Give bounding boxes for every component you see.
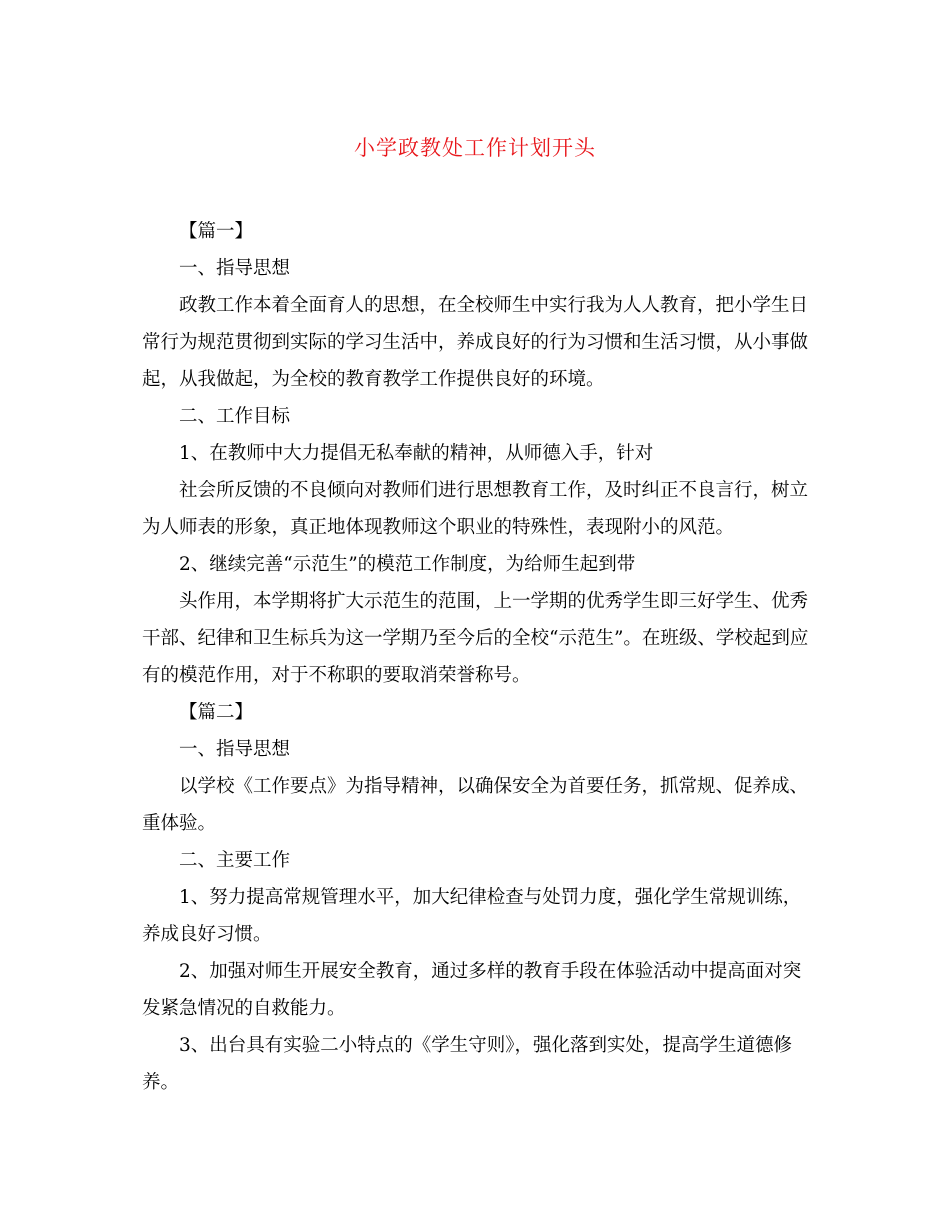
paragraph-line: 为人师表的形象，真正地体现教师这个职业的特殊性，表现附小的风范。 — [142, 517, 735, 538]
paragraph-line: 一、指导思想 — [179, 258, 291, 279]
paragraph-line: 【篇二】 — [179, 702, 254, 723]
document-body — [142, 213, 814, 1101]
paragraph — [142, 546, 814, 583]
paragraph — [142, 953, 814, 1027]
paragraph-line: 2、加强对师生开展安全教育，通过多样的教育手段在体验活动中提高面对突 — [179, 961, 802, 982]
paragraph-line: 一、指导思想 — [179, 739, 291, 760]
paragraph — [142, 435, 814, 472]
paragraph — [142, 250, 814, 287]
paragraph — [142, 694, 814, 731]
paragraph-line: 二、工作目标 — [179, 406, 291, 427]
paragraph-line: 【篇一】 — [179, 221, 254, 242]
paragraph — [142, 398, 814, 435]
paragraph-line: 干部、纪律和卫生标兵为这一学期乃至今后的全校“示范生”。在班级、学校起到应 — [142, 628, 809, 649]
paragraph-line: 养。 — [142, 1072, 180, 1093]
paragraph — [142, 287, 814, 398]
paragraph-line: 重体验。 — [142, 813, 217, 834]
document-title: 小学政教处工作计划开头 — [354, 136, 596, 160]
paragraph — [142, 583, 814, 694]
paragraph-line: 以学校《工作要点》为指导精神，以确保安全为首要任务，抓常规、促养成、 — [179, 776, 809, 797]
paragraph-line: 二、主要工作 — [179, 850, 291, 871]
paragraph-line: 2、继续完善“示范生”的模范工作制度，为给师生起到带 — [179, 554, 636, 575]
paragraph — [142, 768, 814, 842]
paragraph-line: 3、出台具有实验二小特点的《学生守则》，强化落到实处，提高学生道德修 — [179, 1035, 793, 1056]
paragraph-line: 政教工作本着全面育人的思想，在全校师生中实行我为人人教育，把小学生日 — [179, 295, 809, 316]
paragraph-line: 有的模范作用，对于不称职的要取消荣誉称号。 — [142, 665, 531, 686]
paragraph-line: 起，从我做起，为全校的教育教学工作提供良好的环境。 — [142, 369, 605, 390]
paragraph-line: 1、努力提高常规管理水平，加大纪律检查与处罚力度，强化学生常规训练， — [179, 887, 802, 908]
paragraph — [142, 731, 814, 768]
paragraph-line: 头作用，本学期将扩大示范生的范围，上一学期的优秀学生即三好学生、优秀 — [179, 591, 809, 612]
paragraph — [142, 213, 814, 250]
paragraph — [142, 472, 814, 546]
paragraph — [142, 842, 814, 879]
paragraph-line: 1、在教师中大力提倡无私奉献的精神，从师德入手，针对 — [179, 443, 654, 464]
paragraph-line: 社会所反馈的不良倾向对教师们进行思想教育工作，及时纠正不良言行，树立 — [179, 480, 809, 501]
paragraph-line: 养成良好习惯。 — [142, 924, 272, 945]
paragraph — [142, 879, 814, 953]
paragraph-line: 发紧急情况的自救能力。 — [142, 998, 346, 1019]
paragraph-line: 常行为规范贯彻到实际的学习生活中，养成良好的行为习惯和生活习惯，从小事做 — [142, 332, 809, 353]
paragraph — [142, 1027, 814, 1101]
